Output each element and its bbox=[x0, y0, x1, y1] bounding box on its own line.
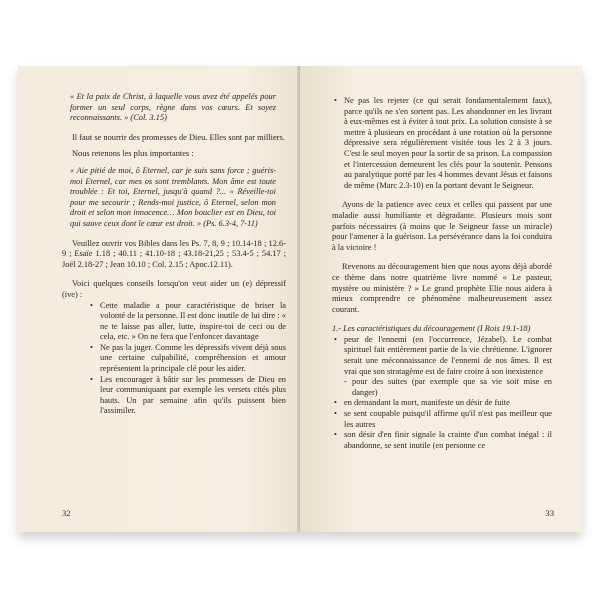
advice-list bbox=[62, 301, 286, 418]
paragraph-important: Nous retenons les plus importantes : bbox=[72, 149, 194, 159]
left-page bbox=[18, 66, 300, 532]
list-item: • peur de l'ennemi (en l'occurrence, Jézabel). Le combat spirituel fait entièrement partie de la vie chrétienne. L'ignorer serait une méconnaissance de l'ennemi de nos âmes. Il est vrai que son stratagème est de faire croire à son inexistence bbox=[332, 335, 552, 377]
section-heading: 1.- Les caractéristiques du découragement (I Rois 19.1-18) bbox=[332, 324, 531, 334]
list-item: • en demandant la mort, manifeste un désir de fuite bbox=[332, 398, 552, 409]
list-item: • Ne pas les rejeter (ce qui serait fondamentalement faux), parce qu'ils ne s'en sortent pas. Les abandonner en les livrant à eux-mêmes est à éviter à tout prix. La solution consiste à se mettre à plusieurs en procédant à une rotation où la personne dépressive sera régulièrement visitée tous les 2 à 3 jours. C'est le seul moyen pour la sortir de sa prison. La compassion et l'intercession demeurent les clés pour la soutenir. Pensons au paralytique porté par les 4 hommes devant Jésus et faisons de même (Marc 2.3-10) en la portant devant le Seigneur. bbox=[332, 96, 552, 191]
quote-colossians: « Et la paix de Christ, à laquelle vous avez été appelés pour former un seul corps, règne dans vos cœurs. Et soyez reconnaissants. » (Col. 3.15) bbox=[70, 92, 276, 123]
paragraph-advice-intro: Voici quelques conseils lorsqu'on veut aider un (e) dépressif (ive) : bbox=[62, 279, 286, 299]
list-item: • Les encourager à bâtir sur les promesses de Dieu en leur communiquant par exemple les versets cités plus hauts. Un par semaine afin qu'ils puissent bien l'assimiler. bbox=[76, 375, 286, 417]
book-spread bbox=[18, 66, 582, 532]
list-item: • Ne pas la juger. Comme les dépressifs vivent déjà sous une certaine culpabilité, compréhension et amour représentent la principale clé pour les aider. bbox=[76, 343, 286, 375]
list-item: • Cette maladie a pour caractéristique de briser la volonté de la personne. Il est donc inutile de lui dire : « ne te laisse pas aller, lutte, inspire-toi de ceci ou de cela, etc. » On ne fera que l'enfoncer davantage bbox=[76, 301, 286, 343]
page-number: 33 bbox=[545, 508, 554, 518]
list-item: • se sent coupable puisqu'il affirme qu'il n'est pas meilleur que les autres bbox=[332, 409, 552, 430]
paragraph-promises: Il faut se nourrir des promesses de Dieu. Elles sont par milliers. bbox=[72, 132, 285, 142]
page-number: 32 bbox=[62, 508, 71, 518]
right-page bbox=[300, 66, 582, 532]
paragraph-patience: Ayons de la patience avec ceux et celles qui passent par une maladie aussi humiliante et dégradante. Plusieurs mois sont parfois nécessaires (à moins que le Seigneur fasse un miracle) pour l'amener à la guérison. La persévérance dans la foi conduira à la victoire ! bbox=[332, 200, 552, 252]
list-item: • son désir d'en finir signale la crainte d'un combat inégal : il abandonne, se sent inutile (en personne ce bbox=[332, 430, 552, 451]
paragraph-discouragement: Revenons au découragement bien que nous ayons déjà abordé ce thème dans notre quatrième livre nommé « Le pasteur, mystère ou ministère ? » Le grand prophète Elie nous aidera à mieux comprendre ce phénomène malheureusement assez courant. bbox=[332, 262, 552, 314]
characteristics-list bbox=[332, 335, 552, 452]
advice-list-continued bbox=[332, 96, 552, 191]
quote-psalms: « Aie pitié de moi, ô Eternel, car je suis sans force ; guéris-moi Eternel, car mes os sont tremblants. Mon âme est toute troublée : Et toi, Eternel, jusqu'à quand ?... « Réveille-toi pour me secourir ; Rends-moi justice, ô Eternel, selon mon droit et selon mon innocence… Mon bouclier est en Dieu, toi qui sauve ceux dont le cœur est droit. » (Ps. 6.3-4, 7-11) bbox=[70, 165, 276, 228]
paragraph-bible-refs: Veuillez ouvrir vos Bibles dans les Ps. 7, 8, 9 ; 10.14-18 ; 12.6-9 ; Esaïe 1.18 ; 40.11 ; 41.10-18 ; 43.18-21,25 ; 53.4-5 ; 54.17 ; Joël 2.18-27 ; Jean 10.10 ; Col. 2.15 ; Apoc.12.11). bbox=[62, 238, 286, 269]
list-item: - pour des suites (par exemple que sa vie soit mise en danger) bbox=[344, 377, 552, 398]
